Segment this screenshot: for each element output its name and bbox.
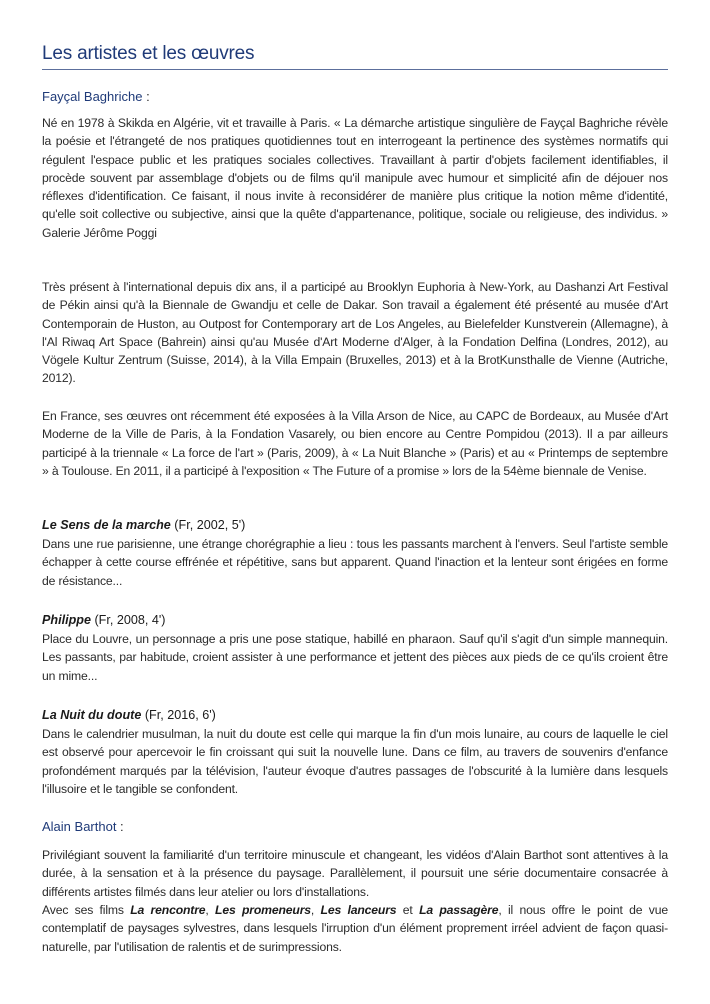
- work-title-text: La Nuit du doute: [42, 708, 142, 722]
- section-heading: Les artistes et les œuvres: [42, 42, 668, 70]
- film-title-la-passagere: La passagère: [419, 903, 499, 917]
- films-intro: Avec ses films: [42, 903, 131, 917]
- artist-name-barthot: [42, 818, 124, 836]
- bio-paragraph-1: Né en 1978 à Skikda en Algérie, vit et travaille à Paris. « La démarche artistique singulière de Fayçal Baghriche révèle la poésie et l'étrangeté de nos pratiques quotidiennes tout en interrogeant la pertinence des systèmes normatifs qui régulent l'espace public et les pratiques sociales collectives. Travaillant à partir d'objets facilement identifiables, il procède souvent par assemblage d'objets ou de films qu'il manipule avec humour et simplicité afin de déjouer nos réflexes d'identification. Ce faisant, il nous invite à reconsidérer de manière plus critique la notion même d'identité, qu'elle soit collective ou subjective, ainsi que la quête d'appartenance, politique, sociale ou religieuse, des individus. » Galerie Jérôme Poggi: [42, 116, 668, 240]
- work-meta: (Fr, 2008, 4'): [90, 613, 166, 627]
- artist-name-colon: :: [142, 89, 150, 104]
- film-title-les-promeneurs: Les promeneurs: [215, 903, 311, 917]
- barthot-bio-paragraph: Privilégiant souvent la familiarité d'un territoire minuscule et changeant, les vidéos d'Alain Barthot sont attentives à la durée, à la sensation et à la présence du paysage. Parallèlement, il poursuit une série documentaire consacrée à différents artistes filmés dans leur atelier ou lors d'installations.: [42, 848, 668, 899]
- work-title-le-sens-de-la-marche: [42, 516, 245, 534]
- work-title-text: Le Sens de la marche: [42, 518, 171, 532]
- film-separator: ,: [205, 903, 216, 917]
- barthot-films-paragraph: [42, 901, 668, 956]
- work-meta: (Fr, 2002, 5'): [170, 518, 246, 532]
- bio-paragraph-2: Très présent à l'international depuis dix ans, il a participé au Brooklyn Euphoria à New-York, au Dashanzi Art Festival de Pékin ainsi qu'à la Biennale de Gwandju et celle de Dakar. Son travail a également été présenté au musée d'Art Contemporain de Huston, au Outpost for Contemporary art de Los Angeles, au Bielefelder Kunstverein (Allemagne), à l'Al Riwaq Art Space (Bahrein) ainsi qu'au Musée d'Art Moderne d'Alger, à la Fondation Delfina (Londres, 2012), au Vögele Kultur Zentrum (Suisse, 2014), à la Villa Empain (Bruxelles, 2013) et à la BrotKunsthalle de Vienne (Autriche, 2012).: [42, 280, 668, 386]
- artist-name-colon: :: [116, 819, 124, 834]
- artist-name-baghriche: [42, 88, 150, 106]
- bio-paragraph-3: En France, ses œuvres ont récemment été exposées à la Villa Arson de Nice, au CAPC de Bordeaux, au Musée d'Art Moderne de la Ville de Paris, à la Fondation Vasarely, ou bien encore au Centre Pompidou (2013). Il a par ailleurs participé à la triennale « La force de l'art » (Paris, 2009), à « La Nuit Blanche » (Paris) et au « Printemps de septembre » à Toulouse. En 2011, il a participé à l'exposition « The Future of a promise » lors de la 54ème biennale de Venise.: [42, 409, 668, 478]
- films-rest: , il nous offre le point de vue contemplatif de paysages sylvestres, dans lesquels l'irruption d'un élément proprement irréel advient de façon quasi-naturelle, par l'utilisation de ralentis et de surimpressions.: [42, 903, 668, 954]
- work-meta: (Fr, 2016, 6'): [141, 708, 216, 722]
- film-separator: et: [396, 903, 420, 917]
- work-title-philippe: [42, 611, 165, 629]
- film-title-les-lanceurs: Les lanceurs: [320, 903, 397, 917]
- work-title-text: Philippe: [42, 613, 91, 627]
- artist-name-text: Fayçal Baghriche: [42, 89, 143, 104]
- film-title-la-rencontre: La rencontre: [130, 903, 206, 917]
- work-description-philippe: Place du Louvre, un personnage a pris une pose statique, habillé en pharaon. Sauf qu'il s'agit d'un simple mannequin. Les passants, par habitude, croient assister à une performance et jettent des pièces aux pieds de ce qu'ils croient être un mime...: [42, 632, 668, 683]
- artist-name-text: Alain Barthot: [42, 819, 117, 834]
- work-description-la-nuit-du-doute: Dans le calendrier musulman, la nuit du doute est celle qui marque la fin d'un mois lunaire, au cours de laquelle le ciel est observé pour apercevoir le fin croissant qui suit la nouvelle lune. Dans ce film, au travers de souvenirs d'enfance profondément marqués par la télévision, l'auteur évoque d'autres passages de l'obscurité à la lumière dans lesquels l'illusoire et le tangible se confondent.: [42, 727, 668, 796]
- work-description-le-sens-de-la-marche: Dans une rue parisienne, une étrange chorégraphie a lieu : tous les passants marchent à l'envers. Seul l'artiste semble échapper à cette course effrénée et répétitive, sans but apparent. Quand l'inaction et la lenteur sont érigées en forme de résistance...: [42, 537, 668, 588]
- work-title-la-nuit-du-doute: [42, 706, 216, 724]
- film-separator: ,: [310, 903, 321, 917]
